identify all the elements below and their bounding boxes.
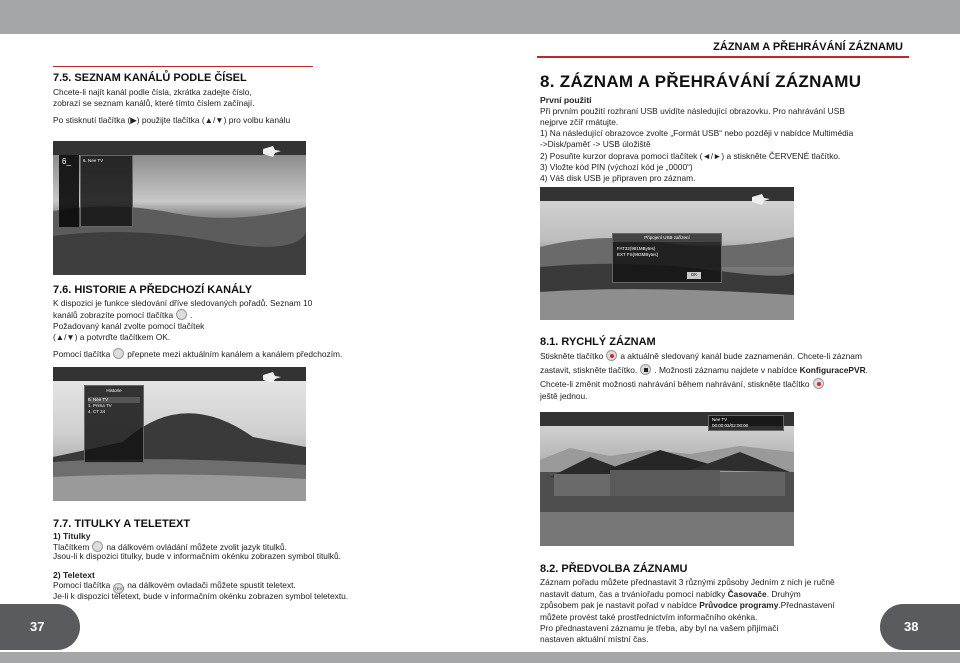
top-bar (0, 0, 960, 34)
osd-history-title: Historie (106, 388, 122, 393)
header-rule (537, 56, 909, 58)
s8-l2: nejprve zčíř rmátujte. (540, 117, 619, 127)
s82-l4: můžete provést také prostřednictvím informačního okénka. (540, 612, 758, 622)
s76-line5: Pomocí tlačítka přepnete mezi aktuálním kanálem a kanálem předchozím. (53, 349, 343, 359)
osd-rec-time: 00:00:03/02:00:00 (712, 423, 749, 428)
osd-usb-option: EXT FS(993MBytes) (617, 252, 659, 257)
tv-screenshot-channel-number (53, 141, 306, 275)
s8-l3: 1) Na následující obrazovce zvolte „Formát USB“ nebo později v nabídce Multimédia (540, 128, 854, 138)
tv-screenshot-usb-format (540, 187, 794, 320)
s76-line3: Požadovaný kanál zvolte pomocí tlačítek (53, 321, 205, 331)
osd-history-item: 6. Nee TV (88, 397, 140, 403)
s77-t1: Tlačítkem na dálkovém ovládání můžete zvolit jazyk titulků. (53, 542, 287, 552)
right-arrow-icon: ▶ (130, 115, 137, 125)
record-button-icon (813, 378, 824, 389)
s77-sub1: 1) Titulky (53, 531, 91, 541)
section-7-5-title: 7.5. SEZNAM KANÁLŮ PODLE ČÍSEL (53, 72, 247, 84)
stop-button-icon (640, 364, 651, 375)
s82-l5: Pro přednastavení záznamu je třeba, aby byl na vašem přijímači (540, 623, 779, 633)
s81-l1: Stiskněte tlačítko a aktuálně sledovaný kanál bude zaznamenán. Chcete-li záznam (540, 351, 862, 361)
section-7-7-title: 7.7. TITULKY A TELETEXT (53, 518, 191, 530)
teletext-button-icon: TEXT (113, 583, 124, 594)
left-rule (53, 66, 313, 67)
s75-line1: Chcete-li najít kanál podle čísla, zkrátka zadejte číslo, (53, 87, 252, 97)
s8-subtitle: První použití (540, 95, 592, 105)
s8-l4: ->Disk/paměť -> USB úložiště (540, 139, 651, 149)
s75-line3: Po stisknutí tlačítka (▶) použijte tlačítka (▲/▼) pro volbu kanálu (53, 115, 291, 125)
s76-line1: K dispozici je funkce sledování dříve sledovaných pořadů. Seznam 10 (53, 298, 313, 308)
section-8-1-title: 8.1. RYCHLÝ ZÁZNAM (540, 336, 656, 348)
osd-history-panel (84, 385, 144, 463)
s82-l6: nastaven aktuální místní čas. (540, 634, 649, 644)
s81-l3: Chcete-li změnit možnosti nahrávání během nahrávání, stiskněte tlačítko (540, 378, 827, 390)
page-number-right: 38 (880, 604, 960, 650)
osd-channel-list: 6. Nee TV (80, 155, 133, 227)
s81-l4: ještě jednou. (540, 391, 588, 401)
osd-usb-dialog (612, 233, 722, 283)
section-8-title: 8. ZÁZNAM A PŘEHRÁVÁNÍ ZÁZNAMU (540, 72, 862, 91)
osd-recording-info (708, 415, 784, 431)
history-button-icon (176, 309, 187, 320)
s8-l1: Při prvním použití rozhraní USB uvidíte následující obrazovku. Pro nahrávání USB (540, 106, 845, 116)
s77-t2: Jsou-li k dispozici titulky, bude v informačním okénku zobrazen symbol titulků. (53, 551, 341, 561)
s76-line4: (▲/▼) a potvrďte tlačítkem OK. (53, 332, 171, 342)
recall-button-icon (113, 348, 124, 359)
osd-usb-option: FAT32(981MBytes) (617, 246, 656, 251)
osd-usb-title: Připojení USB zařízení (613, 234, 721, 242)
s77-sub2: 2) Teletext (53, 570, 95, 580)
osd-rec-channel: Nee TV (712, 417, 728, 422)
s76-line2: kanálů zobrazíte pomocí tlačítka . (53, 310, 193, 320)
running-header: ZÁZNAM A PŘEHRÁVÁNÍ ZÁZNAMU (713, 41, 903, 53)
tv-screenshot-recording (540, 412, 794, 546)
record-button-icon (606, 350, 617, 361)
s8-l6: 3) Vložte kód PIN (výchozí kód je „0000“) (540, 162, 693, 172)
s77-t4: Je-li k dispozici teletext, bude v informačním okénku zobrazen symbol teletextu. (53, 591, 349, 601)
osd-ok-button: OK (687, 272, 701, 279)
bottom-bar (0, 652, 960, 663)
s75-line2: zobrazí se seznam kanálů, které tímto číslem začínají. (53, 98, 255, 108)
s8-l7: 4) Váš disk USB je připraven pro záznam. (540, 173, 696, 183)
s77-t3: Pomocí tlačítka TEXT na dálkovém ovladači můžete spustit teletext. (53, 580, 296, 594)
s81-l2: zastavit, stiskněte tlačítko. . Možnosti záznamu najdete v nabídce KonfiguracePVR. (540, 365, 868, 375)
tv-screenshot-history (53, 367, 306, 501)
osd-history-item: 4. CT 24 (88, 409, 106, 414)
section-7-6-title: 7.6. HISTORIE A PŘEDCHOZÍ KANÁLY (53, 284, 253, 296)
section-8-2-title: 8.2. PŘEDVOLBA ZÁZNAMU (540, 563, 688, 575)
page-number-left: 37 (0, 604, 80, 650)
osd-history-item: 1. Prima TV (88, 403, 112, 408)
s82-l1: Záznam pořadu můžete přednastavit 3 různými způsoby Jedním z nich je ručně (540, 577, 835, 587)
s82-l2: nastavit datum, čas a trváníořadu pomocí nabídky Časovače. Druhým (540, 589, 801, 599)
s82-l3: způsobem pak je nastavit pořad v nabídce Průvodce programy.Přednastavení (540, 600, 835, 610)
osd-number-box: 6_ (59, 155, 79, 227)
s8-l5: 2) Posuňte kurzor doprava pomocí tlačítek (◄/►) a stiskněte ČERVENÉ tlačítko. (540, 151, 841, 161)
